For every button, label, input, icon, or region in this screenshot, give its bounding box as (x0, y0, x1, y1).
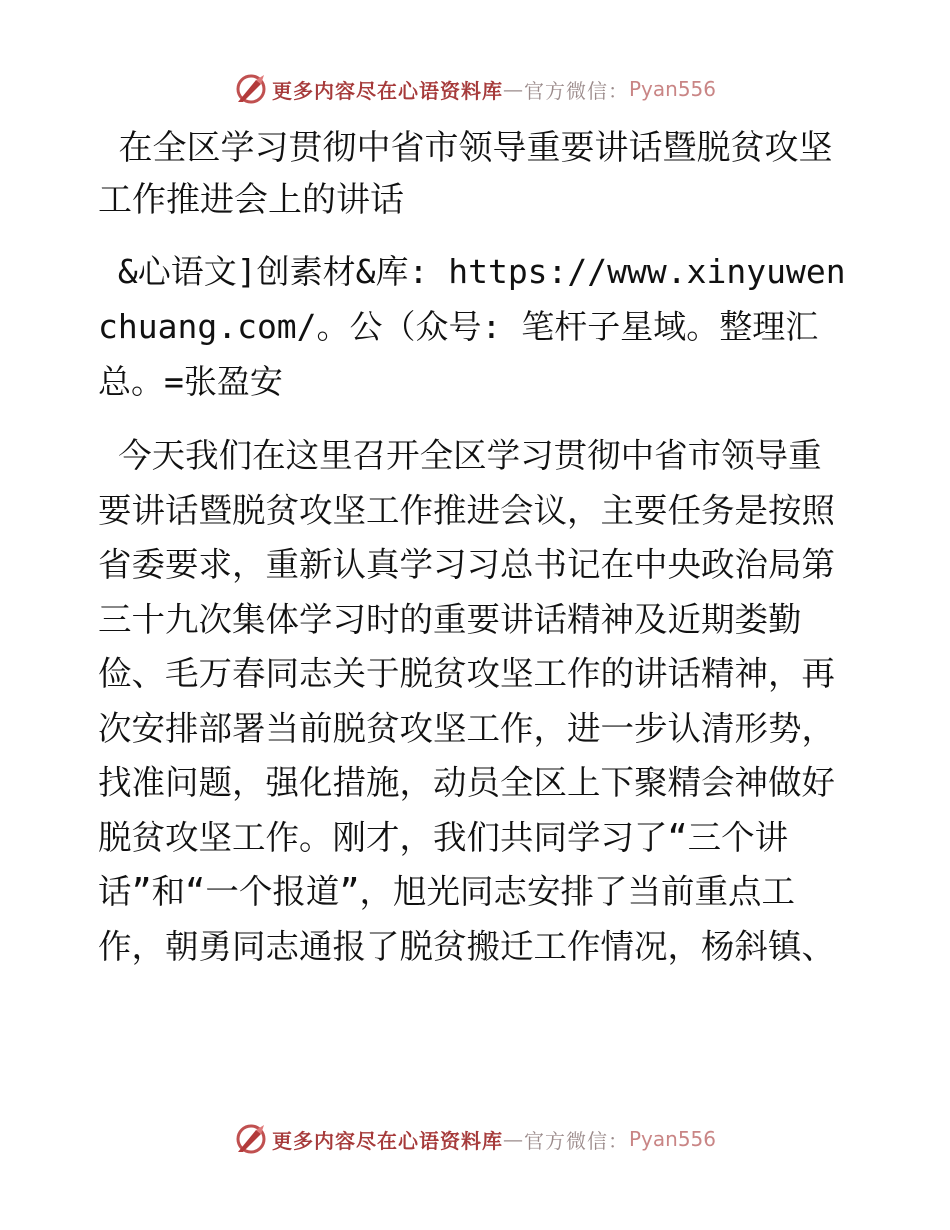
quill-logo-icon (234, 72, 268, 106)
header-watermark (0, 72, 950, 106)
watermark-separator: — (502, 77, 524, 101)
watermark-brand: 更多内容尽在心语资料库 (271, 1128, 503, 1153)
watermark-brand: 更多内容尽在心语资料库 (271, 78, 503, 103)
document-body (98, 122, 850, 974)
watermark-handle: Pyan556 (628, 77, 716, 101)
watermark-official-label: 官方微信： (523, 78, 629, 103)
watermark-separator: — (502, 1127, 524, 1151)
watermark-official-label: 官方微信： (523, 1128, 629, 1153)
footer-watermark (0, 1122, 950, 1156)
source-credit: &心语文]创素材&库: https://www.xinyuwenchuang.com/。公（众号: 笔杆子星域。整理汇总。=张盈安 (98, 252, 846, 401)
speech-paragraph: 今天我们在这里召开全区学习贯彻中省市领导重要讲话暨脱贫攻坚工作推进会议，主要任务是按照省委要求，重新认真学习习总书记在中央政治局第三十九次集体学习时的重要讲话精神及近期娄勤俭、毛万春同志关于脱贫攻坚工作的讲话精神，再次安排部署当前脱贫攻坚工作，进一步认清形势，找准问题，强化措施，动员全区上下聚精会神做好脱贫攻坚工作。刚才，我们共同学习了“三个讲话”和“一个报道”，旭光同志安排了当前重点工作，朝勇同志通报了脱贫搬迁工作情况，杨斜镇、 (98, 436, 835, 966)
document-title: 在全区学习贯彻中省市领导重要讲话暨脱贫攻坚工作推进会上的讲话 (98, 128, 833, 220)
quill-logo-icon (234, 1122, 268, 1156)
watermark-handle: Pyan556 (628, 1127, 716, 1151)
